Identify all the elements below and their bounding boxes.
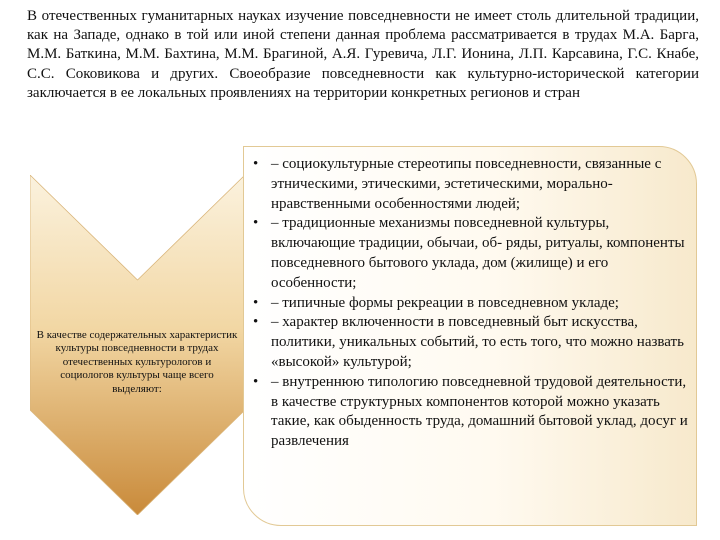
list-item [250,155,690,214]
bullet-icon: • [253,215,259,232]
bullet-icon: • [253,314,259,331]
list-item [250,313,690,372]
bullet-icon: • [253,294,259,311]
list-item [250,294,690,314]
chevron-text: В качестве содержательных характеристик культуры повседневности в трудах отечественных культурологов и социологов культуры чаще всего выделяют: [36,329,238,395]
list-item-text: – типичные формы рекреации в повседневном укладе; [271,294,619,311]
bullet-icon: • [253,156,259,172]
list-item-text: – традиционные механизмы повседневной культуры, включающие традиции, обычаи, об- ряды, ритуалы, компоненты повседневного бытового уклада, дом (жилище) и его особенности; [271,215,685,291]
list-item-text: – внутреннюю типологию повседневной трудовой деятельности, в качестве структурных компонентов которой можно указать такие, как обыденность труда, домашний бытовой уклад, досуг и развлечения [271,373,688,450]
list-item [250,214,690,293]
bullet-icon: • [253,373,259,390]
list-item-text: – характер включенности в повседневный быт искусства, политики, уникальных событий, то есть того, что можно назвать «высокой» культурой; [271,314,684,370]
list-item [250,373,690,452]
bullet-list [250,155,690,452]
list-item-text: – социокультурные стереотипы повседневности, связанные с этническими, этическими, эстетическими, морально-нравственными особенностями людей; [271,156,662,212]
intro-paragraph: В отечественных гуманитарных науках изучение повседневности не имеет столь длительной традиции, как на Западе, однако в той или иной степени данная проблема рассматривается в трудах М.А. Барга, М.М. Баткина, М.М. Бахтина, М.М. Брагиной, А.Я. Гуревича, Л.Г. Ионина, Л.П. Карсавина, Г.С. Кнабе, С.С. Соковикова и других. Своеобразие повседневности как культурно-исторической категории заключается в ее локальных проявлениях на территории конкретных регионов и стран [27,8,699,101]
